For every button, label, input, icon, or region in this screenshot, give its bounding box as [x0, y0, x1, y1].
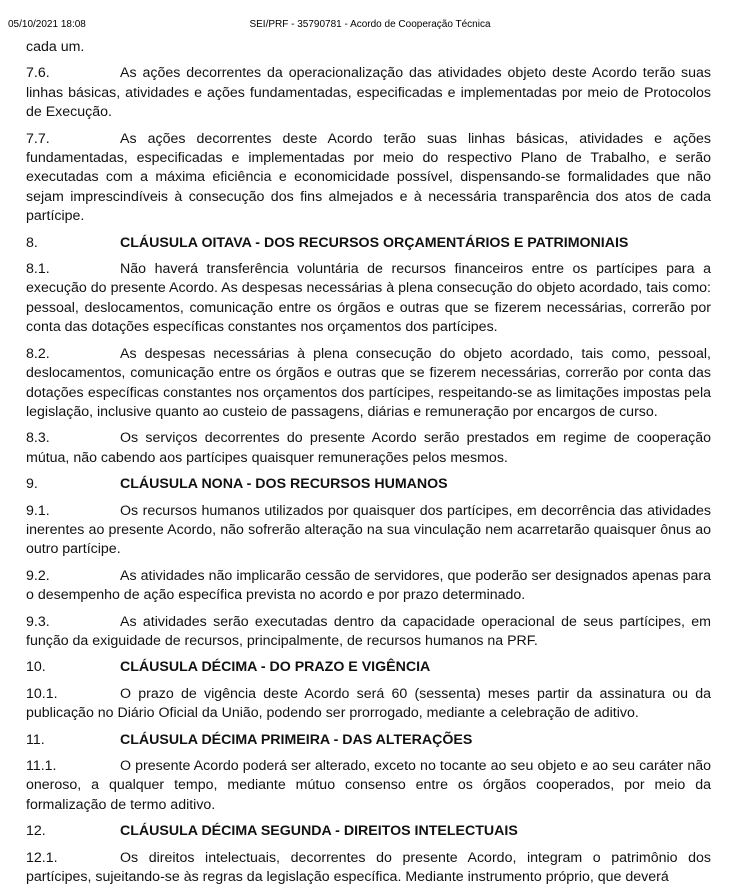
paragraph-text: As ações decorrentes da operacionalização das atividades objeto deste Acordo terão suas linhas básicas, atividades e ações fundamentadas, especificadas e implementadas por meio de Protocolos de Execução. — [26, 65, 711, 121]
paragraph-text: As atividades não implicarão cessão de servidores, que poderão ser designados apenas para o desempenho de ação específica prevista no acordo e por prazo determinado. — [26, 567, 711, 604]
paragraph-text: cada um. — [26, 39, 85, 55]
paragraph — [26, 38, 711, 57]
paragraph-number: 9.1. — [26, 502, 50, 519]
paragraph-text: As atividades serão executadas dentro da capacidade operacional de seus partícipes, em função da exiguidade de recursos, principalmente, de recursos humanos na PRF. — [26, 613, 711, 649]
print-header — [0, 0, 740, 36]
document-body — [26, 38, 711, 894]
paragraph-number: 8.3. — [26, 430, 50, 447]
clause-title: CLÁUSULA DÉCIMA - DO PRAZO E VIGÊNCIA — [120, 659, 431, 676]
paragraph-number: 11.1. — [26, 758, 57, 774]
paragraph-number: 9.3. — [26, 613, 50, 630]
clause-title: CLÁUSULA NONA - DOS RECURSOS HUMANOS — [120, 476, 448, 493]
paragraph — [26, 64, 711, 122]
paragraph-number: 7.7. — [26, 130, 50, 147]
clause-title: CLÁUSULA DÉCIMA SEGUNDA - DIREITOS INTELECTUAIS — [120, 823, 518, 840]
paragraph-number: 8.2. — [26, 345, 50, 362]
print-date: 05/10/2021 18:08 — [8, 19, 86, 30]
paragraph — [26, 260, 711, 338]
paragraph-text: As despesas necessárias à plena consecução do objeto acordado, tais como, pessoal, deslocamentos, comunicação entre os órgãos e outras que se fizerem necessárias, correrão por conta das dotações específicas constantes nos orçamentos dos partícipes, respeitando-se as limitações impostas pela legislação, inclusive quanto ao custeio de passagens, diárias e remuneração por encargos de curso. — [26, 345, 711, 420]
clause-heading — [26, 234, 711, 253]
paragraph — [26, 567, 711, 606]
paragraph-text: Os direitos intelectuais, decorrentes do presente Acordo, integram o patrimônio dos partícipes, sujeitando-se às regras da legislação específica. Mediante instrumento próprio, que deverá — [26, 849, 711, 886]
clause-heading — [26, 475, 711, 494]
paragraph — [26, 613, 711, 652]
paragraph — [26, 685, 711, 724]
paragraph-number: 10.1. — [26, 685, 58, 702]
clause-number: 12. — [26, 823, 46, 840]
paragraph-number: 8.1. — [26, 261, 50, 278]
paragraph-text: As ações decorrentes deste Acordo terão suas linhas básicas, atividades e ações fundamentadas, especificadas e implementadas por meio do respectivo Plano de Trabalho, e serão executadas com a máxima eficiência e economicidade possível, dispensando-se formalidades que não sejam imprescindíveis à consecução dos fins almejados e à necessária transparência dos atos de cada partícipe. — [26, 130, 711, 225]
paragraph — [26, 429, 711, 468]
clause-title: CLÁUSULA DÉCIMA PRIMEIRA - DAS ALTERAÇÕES — [120, 731, 473, 748]
paragraph — [26, 757, 711, 815]
paragraph — [26, 130, 711, 227]
paragraph — [26, 345, 711, 423]
clause-title: CLÁUSULA OITAVA - DOS RECURSOS ORÇAMENTÁRIOS E PATRIMONIAIS — [120, 234, 629, 251]
document-title: SEI/PRF - 35790781 - Acordo de Cooperação Técnica — [249, 19, 491, 30]
clause-number: 9. — [26, 476, 38, 493]
paragraph-number: 12.1. — [26, 849, 58, 866]
paragraph — [26, 502, 711, 560]
paragraph — [26, 849, 711, 888]
paragraph-text: Os serviços decorrentes do presente Acordo serão prestados em regime de cooperação mútua, não cabendo aos partícipes quaisquer remunerações pelos mesmos. — [26, 430, 711, 466]
paragraph-text: Não haverá transferência voluntária de recursos financeiros entre os partícipes para a execução do presente Acordo. As despesas necessárias à plena consecução do objeto acordado, tais como: pessoal, deslocamentos, comunicação entre os órgãos e outras que se fizerem necessárias, correrão por conta das dotações específicas constantes nos orçamentos dos partícipes. — [26, 261, 711, 336]
clause-heading — [26, 731, 711, 750]
clause-number: 11. — [26, 731, 45, 748]
clause-number: 10. — [26, 659, 46, 676]
paragraph-text: O prazo de vigência deste Acordo será 60 (sessenta) meses partir da assinatura ou da publicação no Diário Oficial da União, podendo ser prorrogado, mediante a celebração de aditivo. — [26, 685, 711, 722]
clause-heading — [26, 822, 711, 841]
paragraph-number: 7.6. — [26, 65, 50, 82]
clause-heading — [26, 658, 711, 677]
clause-number: 8. — [26, 234, 38, 251]
paragraph-number: 9.2. — [26, 567, 50, 584]
paragraph-text: Os recursos humanos utilizados por quaisquer dos partícipes, em decorrência das atividades inerentes ao presente Acordo, não sofrerão alteração na sua vinculação nem acarretarão quaisquer ônus ao outro partícipe. — [26, 502, 711, 558]
paragraph-text: O presente Acordo poderá ser alterado, exceto no tocante ao seu objeto e ao seu caráter não oneroso, a qualquer tempo, mediante mútuo consenso entre os órgãos cooperados, por meio da formalização de termo aditivo. — [26, 758, 711, 813]
